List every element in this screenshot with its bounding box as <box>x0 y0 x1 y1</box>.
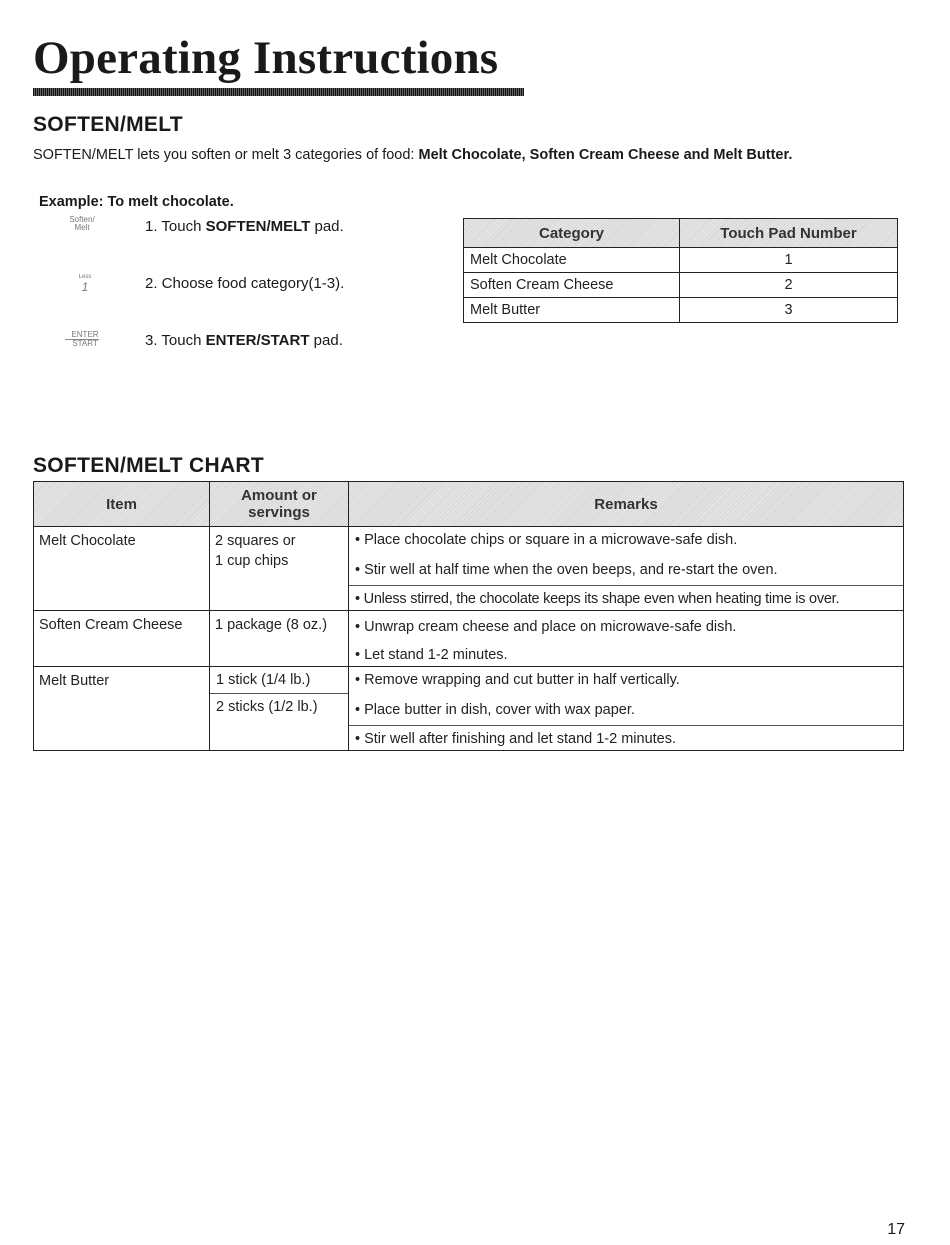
step-pad-name: ENTER/START <box>205 332 310 349</box>
intro-paragraph <box>33 145 792 165</box>
remark-line: • Stir well at half time when the oven beeps, and re-start the oven. <box>355 562 778 578</box>
item-column-header: Item <box>34 482 210 527</box>
amount-cell <box>210 667 349 751</box>
item-text: Soften Cream Cheese <box>39 617 183 633</box>
intro-text: SOFTEN/MELT lets you soften or melt 3 categories of food: <box>33 147 419 163</box>
remark-line: • Place butter in dish, cover with wax paper. <box>355 702 635 718</box>
item-text: Melt Butter <box>39 673 110 689</box>
enter-start-pad-icon <box>60 331 104 348</box>
amount-text <box>210 527 348 571</box>
amount-line: 1 package (8 oz.) <box>215 617 328 633</box>
remark-line: • Place chocolate chips or square in a microwave-safe dish. <box>355 532 738 548</box>
remarks-column-header: Remarks <box>349 482 904 527</box>
touch-pad-number-column-header: Touch Pad Number <box>680 219 898 248</box>
step-text: 2. Choose food category(1-3). <box>145 275 345 292</box>
category-cell: Soften Cream Cheese <box>464 273 680 298</box>
category-column-header: Category <box>464 219 680 248</box>
soften-melt-chart-heading: SOFTEN/MELT CHART <box>33 454 265 477</box>
number-one-pad-icon <box>70 274 100 293</box>
step-text: 3. Touch <box>145 332 206 349</box>
title-rule <box>33 88 524 96</box>
step-2 <box>145 274 344 294</box>
amount-line: 2 sticks (1/2 lb.) <box>210 693 348 720</box>
amount-column-header <box>210 482 349 527</box>
icon-label-line1: Less <box>78 274 92 280</box>
icon-label-line2: START <box>72 339 98 348</box>
amount-line: 1 cup chips <box>215 553 289 569</box>
icon-label-line2: 1 <box>81 280 89 294</box>
remark-line: • Unless stirred, the chocolate keeps its shape even when heating time is over. <box>349 585 903 610</box>
page-number: 17 <box>887 1221 905 1238</box>
step-text: 1. Touch <box>145 218 206 235</box>
example-heading: Example: To melt chocolate. <box>39 194 234 210</box>
category-table <box>463 218 898 323</box>
table-row <box>34 527 904 611</box>
table-row <box>464 273 898 298</box>
step-pad-name: SOFTEN/MELT <box>205 218 311 235</box>
item-cell <box>34 527 210 611</box>
header-line: Amount or <box>241 487 317 504</box>
amount-cell <box>210 611 349 667</box>
touch-pad-number-cell: 3 <box>680 298 898 323</box>
soften-melt-pad-icon <box>62 216 102 232</box>
icon-label-line1: Soften/ <box>69 215 95 224</box>
touch-pad-number-cell: 2 <box>680 273 898 298</box>
step-1 <box>145 217 344 237</box>
table-header-row <box>464 219 898 248</box>
amount-cell <box>210 527 349 611</box>
header-line: servings <box>248 504 310 521</box>
item-cell <box>34 611 210 667</box>
item-text: Melt Chocolate <box>39 533 136 549</box>
soften-melt-heading: SOFTEN/MELT <box>33 113 183 136</box>
remark-line: • Unwrap cream cheese and place on microwave-safe dish. <box>355 619 737 635</box>
touch-pad-number-cell: 1 <box>680 248 898 273</box>
soften-melt-chart-table <box>33 481 904 751</box>
category-cell: Melt Chocolate <box>464 248 680 273</box>
category-cell: Melt Butter <box>464 298 680 323</box>
amount-line: 2 squares or <box>215 533 296 549</box>
table-row <box>464 248 898 273</box>
page-title: Operating Instructions <box>33 32 499 84</box>
remark-line: • Stir well after finishing and let stand 1-2 minutes. <box>349 725 903 750</box>
intro-bold-text: Melt Chocolate, Soften Cream Cheese and Melt Butter. <box>418 147 793 163</box>
table-header-row <box>34 482 904 527</box>
icon-label-line1: ENTER <box>65 331 98 340</box>
table-row <box>34 667 904 751</box>
remarks-cell <box>349 611 904 667</box>
step-text-suffix: pad. <box>309 332 343 349</box>
step-3 <box>145 331 343 351</box>
item-cell <box>34 667 210 751</box>
table-row <box>464 298 898 323</box>
table-row <box>34 611 904 667</box>
amount-line: 1 stick (1/4 lb.) <box>216 672 311 688</box>
icon-label-line2: Melt <box>74 223 90 232</box>
step-text-suffix: pad. <box>310 218 344 235</box>
remark-line: • Remove wrapping and cut butter in half vertically. <box>355 672 680 688</box>
remark-line: • Let stand 1-2 minutes. <box>355 647 508 663</box>
remarks-cell <box>349 667 904 751</box>
remarks-cell <box>349 527 904 611</box>
